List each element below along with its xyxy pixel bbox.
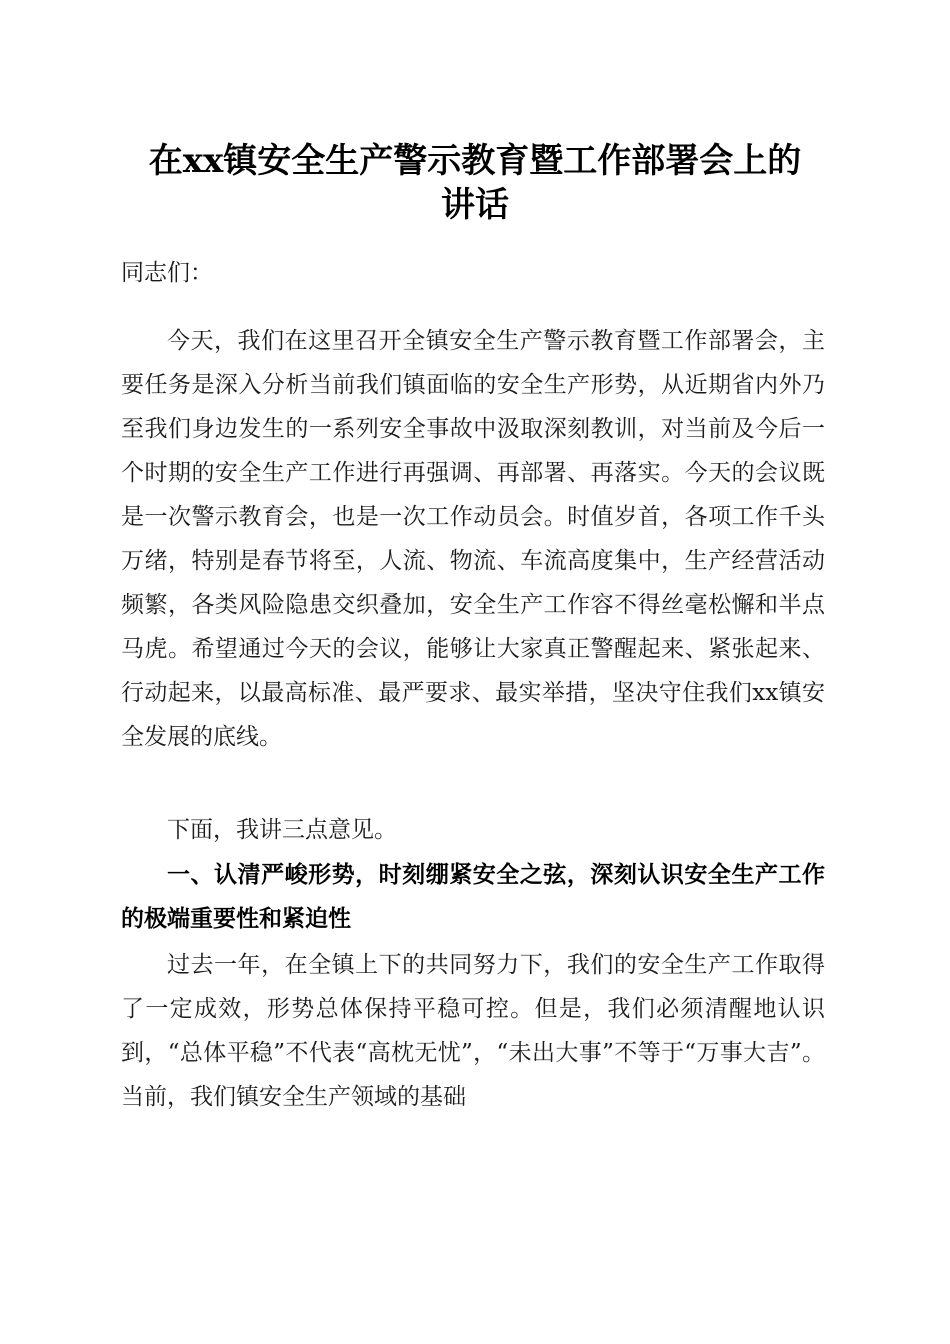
document-title-line-2: 讲话 (441, 185, 509, 225)
paragraph-transition: 下面，我讲三点意见。 (167, 817, 397, 843)
paragraph-section-1: 过去一年，在全镇上下的共同努力下，我们的安全生产工作取得了一定成效，形势总体保持平稳可控。但是，我们必须清醒地认识到，“总体平稳”不代表“高枕无忧”，“未出大事”不等于“万事大吉”。当前，我们镇安全生产领域的基础 (121, 952, 825, 1110)
salutation: 同志们： (121, 260, 213, 286)
paragraph-intro: 今天，我们在这里召开全镇安全生产警示教育暨工作部署会，主要任务是深入分析当前我们镇面临的安全生产形势，从近期省内外乃至我们身边发生的一系列安全事故中汲取深刻教训，对当前及今后一个时期的安全生产工作进行再强调、再部署、再落实。今天的会议既是一次警示教育会，也是一次工作动员会。时值岁首，各项工作千头万绪，特别是春节将至，人流、物流、车流高度集中，生产经营活动频繁，各类风险隐患交织叠加，安全生产工作容不得丝毫松懈和半点马虎。希望通过今天的会议，能够让大家真正警醒起来、紧张起来、行动起来，以最高标准、最严要求、最实举措，坚决守住我们xx镇安全发展的底线。 (121, 328, 825, 750)
document-title-line-1: 在xx镇安全生产警示教育暨工作部署会上的 (148, 141, 802, 181)
section-heading-1: 一、认清严峻形势，时刻绷紧安全之弦，深刻认识安全生产工作的极端重要性和紧迫性 (121, 862, 825, 932)
